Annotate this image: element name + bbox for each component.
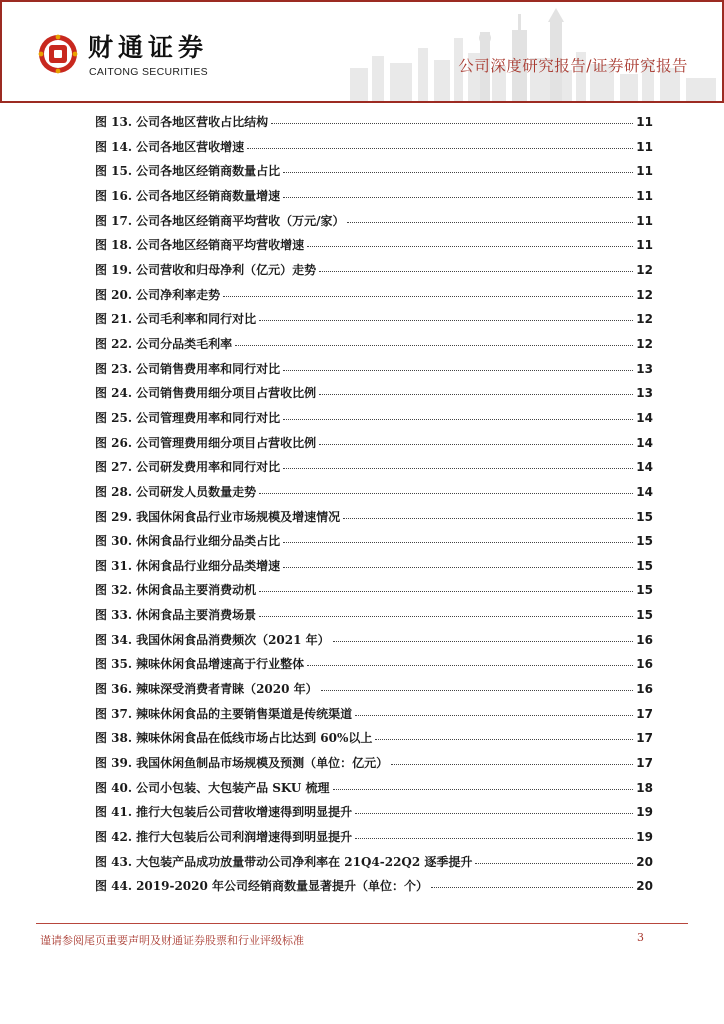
toc-entry[interactable] bbox=[95, 606, 653, 631]
toc-dot-leader bbox=[283, 197, 633, 198]
toc-entry[interactable] bbox=[95, 877, 653, 902]
toc-dot-leader bbox=[391, 764, 633, 765]
toc-entry[interactable] bbox=[95, 384, 653, 409]
toc-entry[interactable] bbox=[95, 532, 653, 557]
toc-page-number: 12 bbox=[636, 312, 653, 327]
toc-dot-leader bbox=[475, 863, 633, 864]
toc-entry[interactable] bbox=[95, 434, 653, 459]
toc-figure-label: 图 24. bbox=[95, 386, 133, 401]
toc-page-number: 18 bbox=[636, 780, 653, 795]
toc-dot-leader bbox=[355, 838, 633, 839]
toc-page-number: 12 bbox=[636, 262, 653, 277]
toc-entry[interactable] bbox=[95, 360, 653, 385]
toc-dot-leader bbox=[375, 739, 633, 740]
toc-figure-title: 公司分品类毛利率 bbox=[136, 336, 233, 351]
toc-dot-leader bbox=[431, 887, 633, 888]
toc-figure-label: 图 33. bbox=[95, 608, 133, 623]
toc-figure-title: 推行大包装后公司利润增速得到明显提升 bbox=[136, 830, 353, 845]
toc-dot-leader bbox=[259, 493, 633, 494]
toc-figure-label: 图 20. bbox=[95, 287, 133, 302]
header-divider bbox=[0, 101, 724, 103]
toc-dot-leader bbox=[333, 641, 634, 642]
toc-figure-label: 图 25. bbox=[95, 410, 133, 425]
toc-page-number: 20 bbox=[636, 854, 653, 869]
toc-figure-label: 图 14. bbox=[95, 139, 133, 154]
toc-figure-label: 图 36. bbox=[95, 682, 133, 697]
toc-figure-label: 图 44. bbox=[95, 879, 133, 894]
toc-figure-label: 图 35. bbox=[95, 657, 133, 672]
toc-figure-label: 图 17. bbox=[95, 213, 133, 228]
toc-page-number: 11 bbox=[636, 213, 653, 228]
toc-figure-title: 公司销售费用率和同行对比 bbox=[136, 361, 281, 376]
toc-page-number: 11 bbox=[636, 164, 653, 179]
toc-figure-title: 公司各地区营收占比结构 bbox=[136, 115, 269, 129]
toc-entry[interactable] bbox=[95, 705, 653, 730]
toc-entry[interactable] bbox=[95, 680, 653, 705]
toc-dot-leader bbox=[307, 665, 633, 666]
brand-name-cn: 财通证券 bbox=[88, 33, 209, 62]
toc-figure-label: 图 38. bbox=[95, 731, 133, 746]
toc-dot-leader bbox=[319, 394, 633, 395]
toc-figure-title: 大包装产品成功放量带动公司净利率在 21Q4-22Q2 逐季提升 bbox=[136, 854, 473, 869]
brand-name-en: CAITONG SECURITIES bbox=[89, 66, 208, 78]
toc-figure-title: 公司各地区经销商数量占比 bbox=[136, 164, 281, 179]
toc-page-number: 16 bbox=[636, 682, 653, 697]
caitong-logo-icon bbox=[38, 34, 78, 74]
toc-dot-leader bbox=[283, 370, 633, 371]
toc-dot-leader bbox=[259, 320, 633, 321]
toc-entry[interactable] bbox=[95, 631, 653, 656]
toc-dot-leader bbox=[283, 172, 633, 173]
toc-page-number: 15 bbox=[636, 558, 653, 573]
figure-table-of-contents bbox=[95, 113, 653, 902]
toc-figure-label: 图 40. bbox=[95, 780, 133, 795]
toc-dot-leader bbox=[283, 567, 633, 568]
toc-dot-leader bbox=[355, 813, 633, 814]
toc-dot-leader bbox=[283, 419, 633, 420]
toc-entry[interactable] bbox=[95, 335, 653, 360]
toc-page-number: 20 bbox=[636, 879, 653, 894]
toc-entry[interactable] bbox=[95, 853, 653, 878]
toc-entry[interactable] bbox=[95, 508, 653, 533]
toc-dot-leader bbox=[283, 542, 633, 543]
report-type-label: 公司深度研究报告/证券研究报告 bbox=[458, 57, 688, 75]
toc-dot-leader bbox=[321, 690, 634, 691]
toc-entry[interactable] bbox=[95, 409, 653, 434]
toc-figure-label: 图 15. bbox=[95, 164, 133, 179]
toc-page-number: 14 bbox=[636, 435, 653, 450]
toc-figure-title: 公司研发人员数量走势 bbox=[136, 484, 257, 499]
toc-entry[interactable] bbox=[95, 557, 653, 582]
toc-figure-label: 图 34. bbox=[95, 632, 133, 647]
toc-figure-label: 图 27. bbox=[95, 460, 133, 475]
toc-figure-label: 图 37. bbox=[95, 706, 133, 721]
toc-dot-leader bbox=[307, 246, 633, 247]
toc-page-number: 15 bbox=[636, 583, 653, 598]
toc-figure-label: 图 39. bbox=[95, 756, 133, 771]
toc-dot-leader bbox=[343, 518, 633, 519]
toc-page-number: 15 bbox=[636, 509, 653, 524]
toc-figure-title: 推行大包装后公司营收增速得到明显提升 bbox=[136, 805, 353, 820]
toc-page-number: 11 bbox=[636, 238, 653, 253]
toc-page-number: 17 bbox=[636, 731, 653, 746]
toc-figure-title: 公司各地区经销商平均营收增速 bbox=[136, 238, 305, 253]
toc-dot-leader bbox=[319, 271, 633, 272]
toc-figure-label: 图 26. bbox=[95, 435, 133, 450]
toc-figure-title: 辣味休闲食品的主要销售渠道是传统渠道 bbox=[136, 706, 353, 721]
toc-figure-title: 公司小包装、大包装产品 SKU 梳理 bbox=[136, 780, 330, 795]
toc-figure-title: 公司毛利率和同行对比 bbox=[136, 312, 257, 327]
toc-figure-label: 图 29. bbox=[95, 509, 133, 524]
toc-figure-title: 公司各地区经销商平均营收（万元/家） bbox=[136, 213, 345, 228]
toc-figure-label: 图 43. bbox=[95, 854, 133, 869]
toc-figure-title: 我国休闲鱼制品市场规模及预测（单位：亿元） bbox=[136, 756, 389, 771]
toc-page-number: 13 bbox=[636, 361, 653, 376]
header-top-border bbox=[0, 0, 724, 7]
toc-entry[interactable] bbox=[95, 236, 653, 261]
toc-entry[interactable] bbox=[95, 754, 653, 779]
toc-figure-label: 图 30. bbox=[95, 534, 133, 549]
toc-figure-title: 2019-2020 年公司经销商数量显著提升（单位：个） bbox=[136, 879, 429, 894]
toc-page-number: 11 bbox=[636, 115, 653, 129]
toc-page-number: 15 bbox=[636, 608, 653, 623]
toc-dot-leader bbox=[283, 468, 633, 469]
toc-figure-label: 图 16. bbox=[95, 188, 133, 203]
toc-page-number: 11 bbox=[636, 139, 653, 154]
toc-entry[interactable] bbox=[95, 779, 653, 804]
toc-figure-label: 图 31. bbox=[95, 558, 133, 573]
toc-entry[interactable] bbox=[95, 187, 653, 212]
toc-figure-title: 公司销售费用细分项目占营收比例 bbox=[136, 386, 317, 401]
toc-page-number: 14 bbox=[636, 484, 653, 499]
toc-page-number: 13 bbox=[636, 386, 653, 401]
toc-page-number: 15 bbox=[636, 534, 653, 549]
footer-disclaimer: 谨请参阅尾页重要声明及财通证券股票和行业评级标准 bbox=[40, 934, 304, 947]
toc-entry[interactable] bbox=[95, 212, 653, 237]
toc-figure-label: 图 41. bbox=[95, 805, 133, 820]
toc-dot-leader bbox=[247, 148, 633, 149]
toc-entry[interactable] bbox=[95, 162, 653, 187]
toc-figure-title: 公司营收和归母净利（亿元）走势 bbox=[136, 262, 317, 277]
toc-entry[interactable] bbox=[95, 138, 653, 163]
toc-figure-title: 公司管理费用细分项目占营收比例 bbox=[136, 435, 317, 450]
toc-figure-title: 公司管理费用率和同行对比 bbox=[136, 410, 281, 425]
toc-entry[interactable] bbox=[95, 261, 653, 286]
toc-entry[interactable] bbox=[95, 581, 653, 606]
toc-page-number: 14 bbox=[636, 410, 653, 425]
toc-entry[interactable] bbox=[95, 458, 653, 483]
toc-dot-leader bbox=[355, 715, 633, 716]
toc-dot-leader bbox=[333, 789, 634, 790]
toc-dot-leader bbox=[259, 591, 633, 592]
page-number: 3 bbox=[637, 931, 644, 944]
toc-figure-title: 公司各地区营收增速 bbox=[136, 139, 245, 154]
toc-entry[interactable] bbox=[95, 828, 653, 853]
toc-page-number: 16 bbox=[636, 657, 653, 672]
toc-figure-title: 休闲食品主要消费场景 bbox=[136, 608, 257, 623]
toc-page-number: 14 bbox=[636, 460, 653, 475]
footer-divider bbox=[36, 923, 688, 924]
toc-figure-label: 图 32. bbox=[95, 583, 133, 598]
toc-figure-title: 我国休闲食品行业市场规模及增速情况 bbox=[136, 509, 341, 524]
toc-figure-title: 我国休闲食品消费频次（2021 年） bbox=[136, 632, 330, 647]
toc-entry[interactable] bbox=[95, 803, 653, 828]
toc-page-number: 12 bbox=[636, 336, 653, 351]
toc-figure-title: 休闲食品行业细分品类增速 bbox=[136, 558, 281, 573]
toc-figure-label: 图 28. bbox=[95, 484, 133, 499]
toc-entry[interactable] bbox=[95, 286, 653, 311]
toc-figure-label: 图 23. bbox=[95, 361, 133, 376]
toc-figure-label: 图 13. bbox=[95, 115, 133, 129]
toc-page-number: 12 bbox=[636, 287, 653, 302]
toc-page-number: 16 bbox=[636, 632, 653, 647]
toc-dot-leader bbox=[223, 296, 633, 297]
toc-figure-title: 休闲食品行业细分品类占比 bbox=[136, 534, 281, 549]
toc-figure-title: 公司研发费用率和同行对比 bbox=[136, 460, 281, 475]
toc-page-number: 19 bbox=[636, 830, 653, 845]
toc-entry[interactable] bbox=[95, 113, 653, 138]
toc-figure-title: 公司净利率走势 bbox=[136, 287, 221, 302]
toc-figure-title: 辣味休闲食品在低线市场占比达到 60%以上 bbox=[136, 731, 373, 746]
toc-entry[interactable] bbox=[95, 310, 653, 335]
toc-page-number: 11 bbox=[636, 188, 653, 203]
toc-dot-leader bbox=[347, 222, 633, 223]
toc-entry[interactable] bbox=[95, 483, 653, 508]
toc-page-number: 17 bbox=[636, 706, 653, 721]
toc-figure-label: 图 18. bbox=[95, 238, 133, 253]
toc-dot-leader bbox=[259, 616, 633, 617]
toc-entry[interactable] bbox=[95, 655, 653, 680]
toc-figure-label: 图 19. bbox=[95, 262, 133, 277]
toc-entry[interactable] bbox=[95, 729, 653, 754]
toc-dot-leader bbox=[235, 345, 633, 346]
toc-dot-leader bbox=[271, 123, 633, 124]
toc-figure-title: 辣味休闲食品增速高于行业整体 bbox=[136, 657, 305, 672]
toc-figure-title: 休闲食品主要消费动机 bbox=[136, 583, 257, 598]
toc-page-number: 17 bbox=[636, 756, 653, 771]
toc-figure-label: 图 42. bbox=[95, 830, 133, 845]
toc-figure-title: 公司各地区经销商数量增速 bbox=[136, 188, 281, 203]
toc-figure-title: 辣味深受消费者青睐（2020 年） bbox=[136, 682, 318, 697]
header-left-border bbox=[0, 0, 2, 103]
toc-page-number: 19 bbox=[636, 805, 653, 820]
toc-dot-leader bbox=[319, 444, 633, 445]
toc-figure-label: 图 22. bbox=[95, 336, 133, 351]
toc-figure-label: 图 21. bbox=[95, 312, 133, 327]
